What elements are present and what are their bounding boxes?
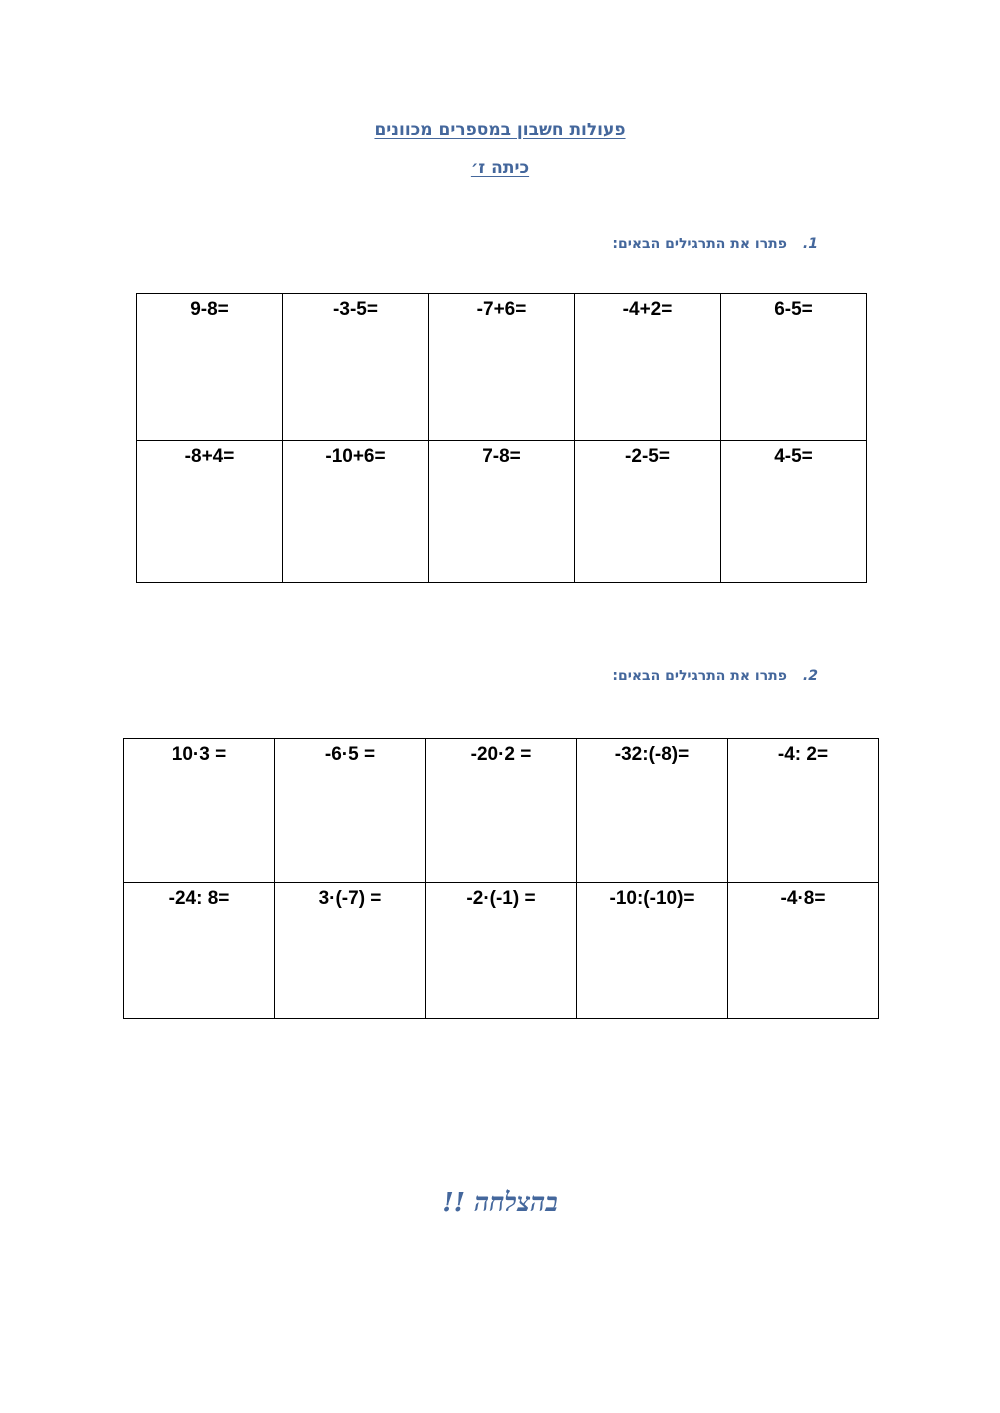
exercise-cell[interactable]: [575, 294, 721, 441]
table-row: [124, 883, 879, 1019]
exercise-text: 10·3 =: [171, 744, 227, 765]
worksheet-title: פעולות חשבון במספרים מכוונים: [374, 120, 626, 140]
exercise-cell[interactable]: [283, 441, 429, 583]
exercise-text: 4-5=: [774, 446, 813, 467]
exercise-text: -4·8=: [780, 888, 826, 909]
exercise-text: -3-5=: [333, 299, 378, 320]
exercise-cell[interactable]: [721, 294, 867, 441]
table-row: [137, 294, 867, 441]
exercise-cell[interactable]: [429, 294, 575, 441]
exercise-cell[interactable]: [426, 883, 577, 1019]
instruction-2: [612, 668, 818, 684]
exercise-cell[interactable]: [577, 883, 728, 1019]
instruction-1: [612, 236, 818, 252]
exercise-cell[interactable]: [429, 441, 575, 583]
exercise-cell[interactable]: [283, 294, 429, 441]
exercise-table-2: [123, 738, 879, 1019]
exercise-table-1: [136, 293, 867, 583]
good-luck-text: בהצלחה !!: [442, 1188, 558, 1218]
exercise-cell[interactable]: [137, 441, 283, 583]
exercise-cell[interactable]: [124, 883, 275, 1019]
exercise-text: -10:(-10)=: [609, 888, 695, 909]
exercise-text: 6-5=: [774, 299, 813, 320]
instruction-number: 1.: [802, 236, 818, 252]
exercise-text: -10+6=: [325, 446, 386, 467]
exercise-cell[interactable]: [426, 739, 577, 883]
exercise-text: -20·2 =: [470, 744, 532, 765]
exercise-cell[interactable]: [577, 739, 728, 883]
exercise-text: 9-8=: [190, 299, 229, 320]
exercise-text: -8+4=: [184, 446, 235, 467]
exercise-cell[interactable]: [275, 739, 426, 883]
exercise-text: -32:(-8)=: [614, 744, 690, 765]
exercise-cell[interactable]: [575, 441, 721, 583]
exercise-text: 3·(-7) =: [318, 888, 382, 909]
exercise-cell[interactable]: [728, 739, 879, 883]
worksheet-subtitle: כיתה ז׳: [470, 158, 530, 178]
exercise-text: -6·5 =: [324, 744, 376, 765]
exercise-text: -2·(-1) =: [466, 888, 536, 909]
exercise-cell[interactable]: [137, 294, 283, 441]
exercise-text: -2-5=: [625, 446, 670, 467]
exercise-cell[interactable]: [124, 739, 275, 883]
table-row: [124, 739, 879, 883]
exercise-text: -7+6=: [476, 299, 527, 320]
exercise-cell[interactable]: [728, 883, 879, 1019]
exercise-text: 7-8=: [482, 446, 521, 467]
exercise-text: -24: 8=: [168, 888, 230, 909]
exercise-text: -4: 2=: [777, 744, 829, 765]
exercise-cell[interactable]: [721, 441, 867, 583]
instruction-text: פתרו את התרגילים הבאים:: [612, 668, 787, 684]
table-row: [137, 441, 867, 583]
exercise-cell[interactable]: [275, 883, 426, 1019]
exercise-text: -4+2=: [622, 299, 673, 320]
instruction-text: פתרו את התרגילים הבאים:: [612, 236, 787, 252]
instruction-number: 2.: [802, 668, 818, 684]
